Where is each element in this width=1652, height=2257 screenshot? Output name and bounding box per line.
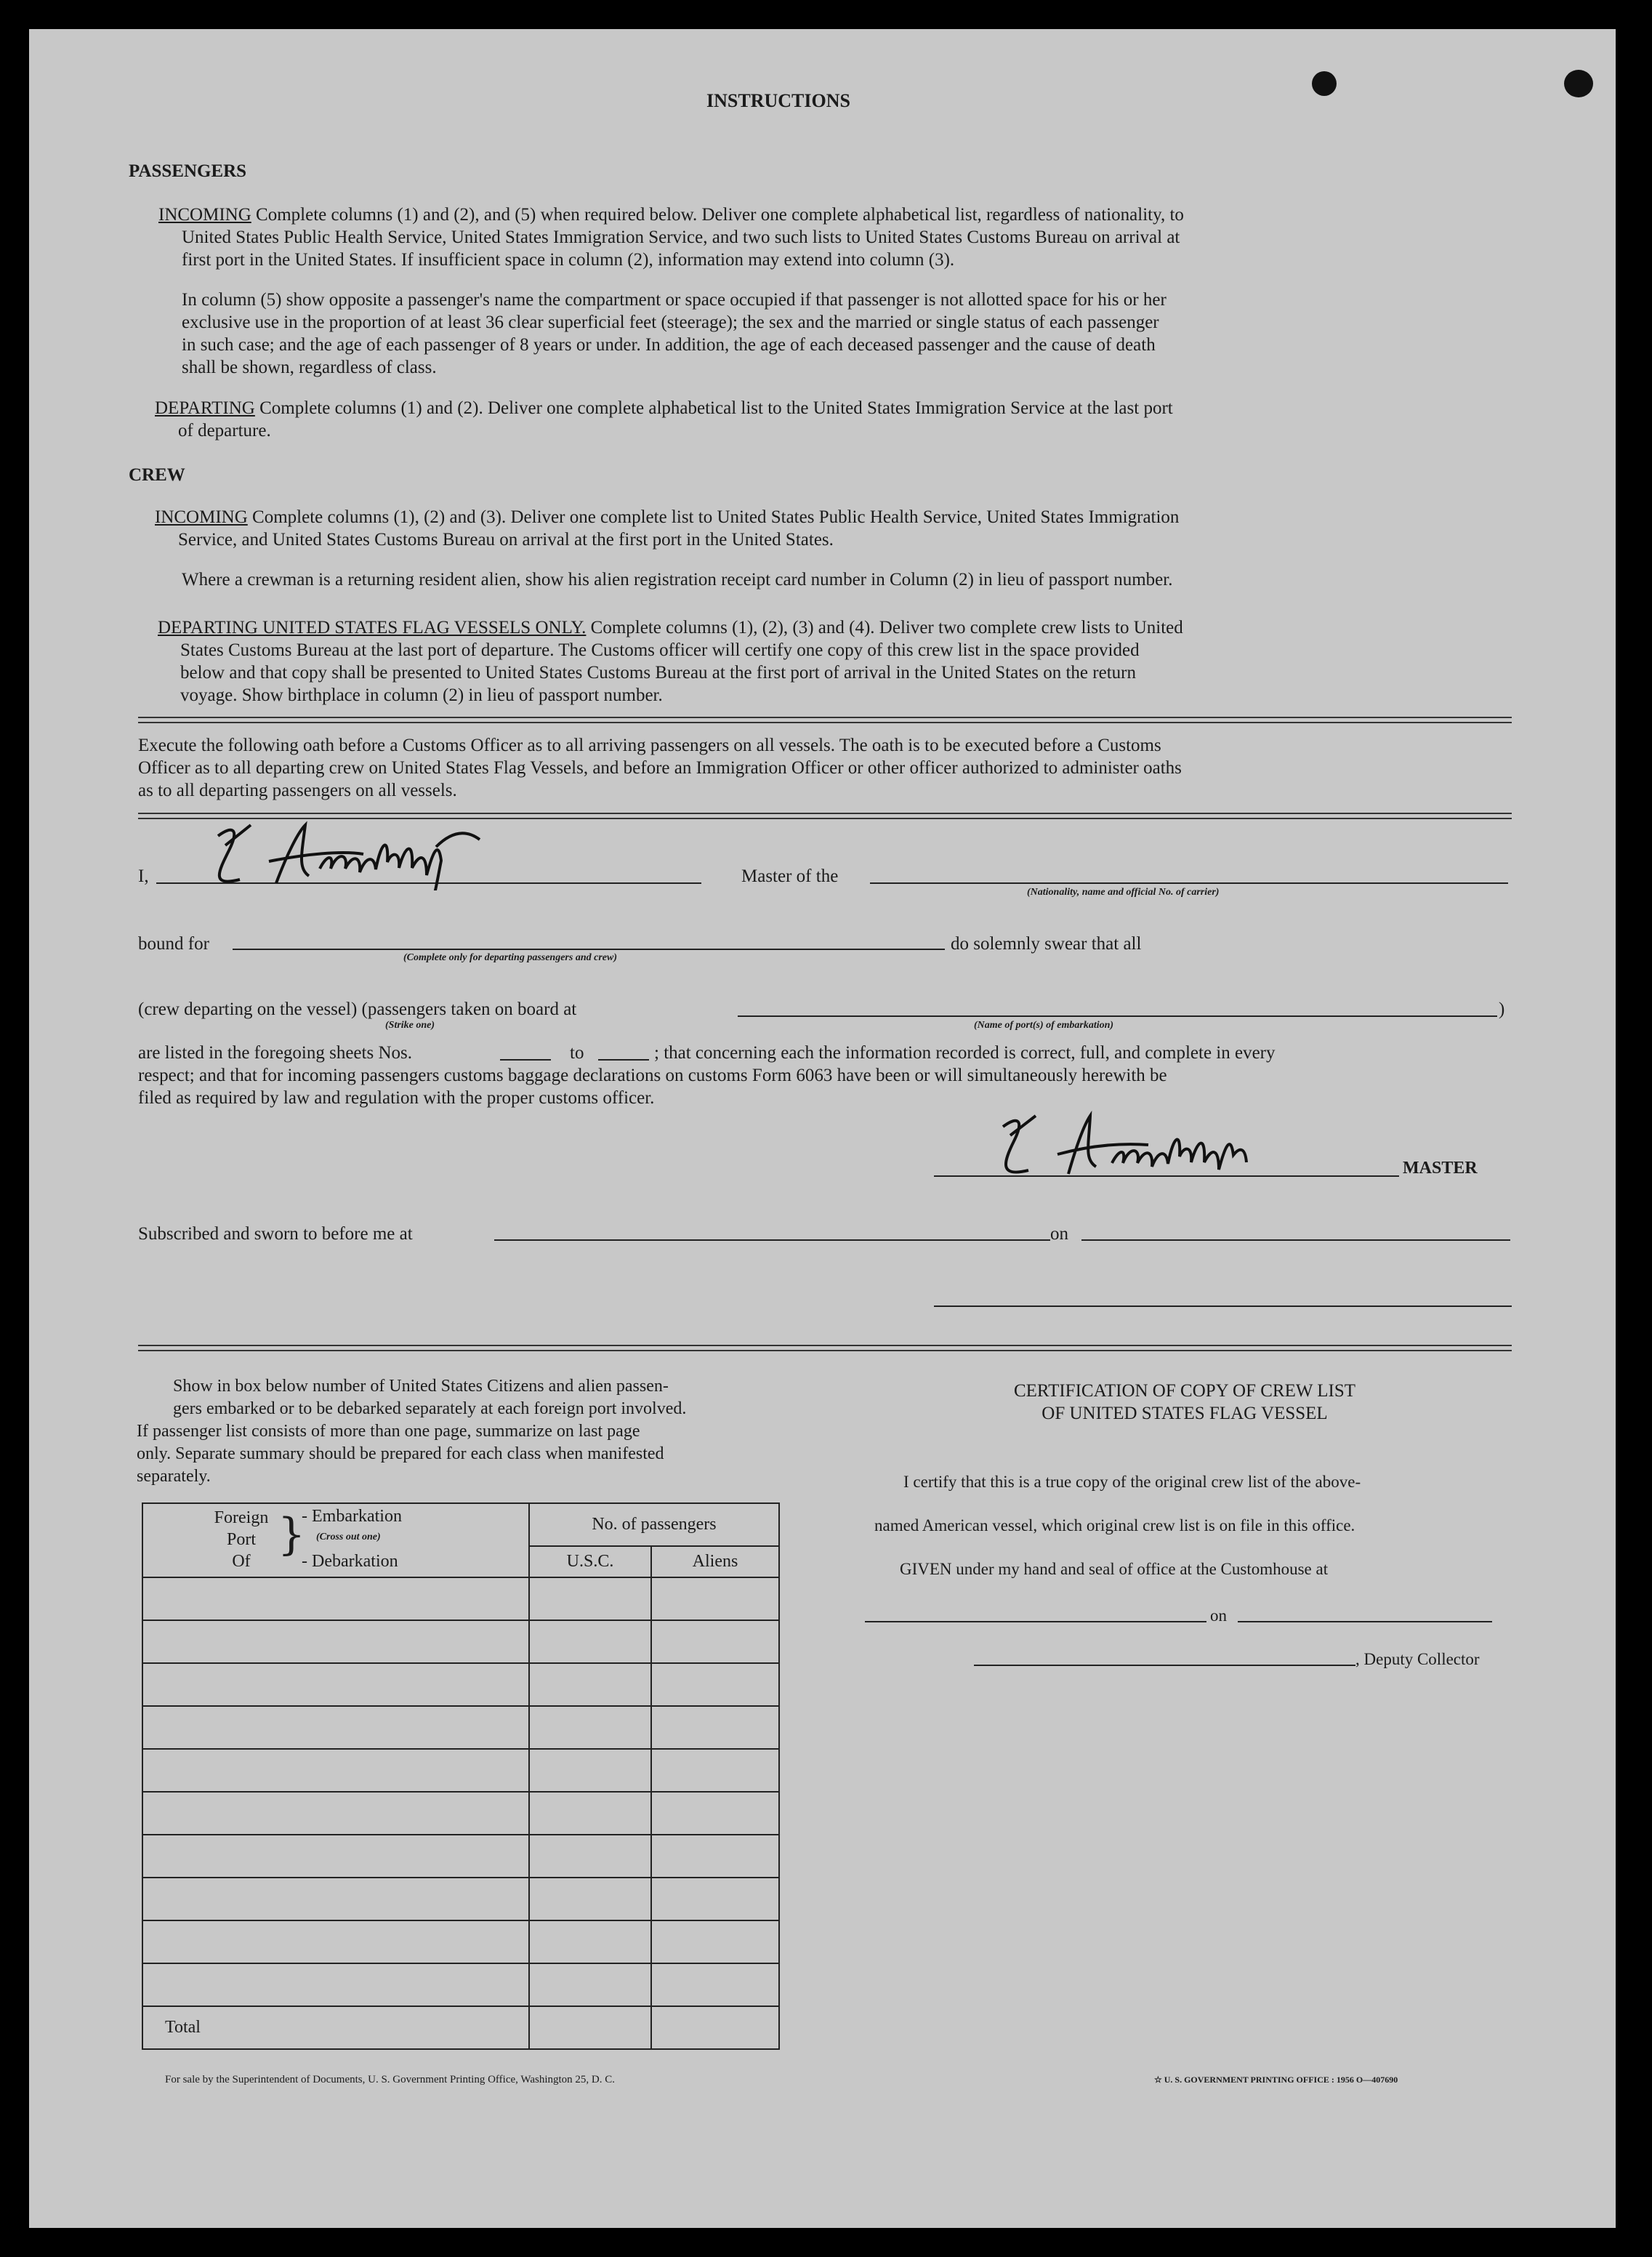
customhouse-line[interactable] xyxy=(865,1621,1206,1622)
double-rule xyxy=(138,717,1512,723)
master-signature-bottom xyxy=(974,1098,1381,1185)
crew-departing-line-2: States Customs Bureau at the last port of departure. The Customs officer will certify one copy of this crew list in the space provided xyxy=(180,640,1140,660)
column5-line-4: shall be shown, regardless of class. xyxy=(182,358,437,377)
summary-line-4: only. Separate summary should be prepared for each class when manifested xyxy=(137,1444,664,1463)
table-row[interactable] xyxy=(142,1749,779,1792)
aliens-header: Aliens xyxy=(651,1546,779,1577)
oath-intro-line-1: Execute the following oath before a Customs Officer as to all arriving passengers on all vessels. The oath is to be executed before a Customs xyxy=(138,736,1161,755)
column5-line-2: exclusive use in the proportion of at least 36 clear superficial feet (steerage); the sex and the married or single status of each passenger xyxy=(182,313,1159,332)
subscribed-label: Subscribed and sworn to before me at xyxy=(138,1224,413,1244)
footer-right: ☆ U. S. GOVERNMENT PRINTING OFFICE : 1956 O—407690 xyxy=(1154,2075,1398,2085)
certification-title-2: OF UNITED STATES FLAG VESSEL xyxy=(1041,1404,1328,1423)
summary-line-2: gers embarked or to be debarked separately at each foreign port involved. xyxy=(173,1399,687,1418)
double-rule xyxy=(138,1345,1512,1351)
bound-for-label: bound for xyxy=(138,934,209,954)
crew-heading: CREW xyxy=(129,465,185,485)
crew-departing-line-3: below and that copy shall be presented to United States Customs Bureau at the first port of arrival in the United States on the return xyxy=(180,663,1136,683)
bound-for-caption: (Complete only for departing passengers and crew) xyxy=(403,952,617,963)
master-label: MASTER xyxy=(1403,1159,1478,1178)
total-row[interactable] xyxy=(142,2006,779,2049)
carrier-caption: (Nationality, name and official No. of carrier) xyxy=(1027,887,1220,898)
swear-label: do solemnly swear that all xyxy=(951,934,1142,954)
column5-line-1: In column (5) show opposite a passenger's name the compartment or space occupied if that passenger is not allotted space for his or her xyxy=(182,290,1167,310)
sheets-rest: ; that concerning each the information recorded is correct, full, and complete in every xyxy=(654,1043,1276,1063)
passengers-incoming-line-2: United States Public Health Service, United States Immigration Service, and two such lists to United States Customs Bureau on arrival at xyxy=(182,228,1180,247)
summary-line-1: Show in box below number of United States Citizens and alien passen- xyxy=(173,1377,669,1396)
certification-on-label: on xyxy=(1210,1606,1227,1625)
oath-intro-line-3: as to all departing passengers on all vessels. xyxy=(138,781,457,800)
deputy-signature-line[interactable] xyxy=(974,1665,1355,1666)
crew-incoming-line-2: Service, and United States Customs Bureau on arrival at the first port in the United States. xyxy=(178,530,834,550)
foreign-port-header: Foreign Port Of } - Embarkation (Cross out one) - Debarkation xyxy=(142,1503,529,1577)
certify-line: I certify that this is a true copy of the original crew list of the above- xyxy=(903,1473,1361,1491)
passengers-departing-line-1: DEPARTING Complete columns (1) and (2). Deliver one complete alphabetical list to the United States Immigration Service at the last port xyxy=(155,398,1173,418)
table-row[interactable] xyxy=(142,1577,779,1620)
crew-departing-label: (crew departing on the vessel) (passengers taken on board at xyxy=(138,999,577,1019)
filed-line: filed as required by law and regulation with the proper customs officer. xyxy=(138,1088,655,1108)
table-row[interactable] xyxy=(142,1835,779,1878)
form-page xyxy=(29,29,1616,2228)
given-line: GIVEN under my hand and seal of office at the Customhouse at xyxy=(900,1560,1329,1578)
summary-line-3: If passenger list consists of more than one page, summarize on last page xyxy=(137,1422,640,1441)
certification-title-1: CERTIFICATION OF COPY OF CREW LIST xyxy=(1013,1381,1356,1401)
passengers-incoming-line-3: first port in the United States. If insufficient space in column (2), information may extend into column (3). xyxy=(182,250,955,270)
bound-for-line[interactable] xyxy=(233,949,945,950)
crew-departing-line-4: voyage. Show birthplace in column (2) in lieu of passport number. xyxy=(180,685,663,705)
ports-caption: (Name of port(s) of embarkation) xyxy=(974,1020,1114,1031)
column5-line-3: in such case; and the age of each passenger of 8 years or under. In addition, the age of each deceased passenger and the cause of death xyxy=(182,335,1156,355)
master-of-label: Master of the xyxy=(741,866,839,886)
passengers-heading: PASSENGERS xyxy=(129,161,247,181)
table-row[interactable] xyxy=(142,1663,779,1706)
i-label: I, xyxy=(138,866,149,886)
table-row[interactable] xyxy=(142,1620,779,1663)
crew-resident-line: Where a crewman is a returning resident alien, show his alien registration receipt card number in Column (2) in lieu of passport number. xyxy=(182,570,1173,590)
table-row[interactable] xyxy=(142,1706,779,1749)
certification-date-line[interactable] xyxy=(1238,1621,1492,1622)
close-paren: ) xyxy=(1499,999,1505,1019)
passenger-summary-table xyxy=(142,1502,780,2050)
master-signature-line[interactable] xyxy=(934,1175,1399,1177)
table-row[interactable] xyxy=(142,1792,779,1835)
sheet-from-line[interactable] xyxy=(500,1059,551,1061)
respect-line: respect; and that for incoming passengers customs baggage declarations on customs Form 6063 have been or will simultaneously herewith be xyxy=(138,1066,1167,1085)
total-label: Total xyxy=(142,2006,529,2049)
strike-caption: (Strike one) xyxy=(385,1020,435,1031)
punch-hole xyxy=(1312,71,1337,96)
footer-left: For sale by the Superintendent of Documents, U. S. Government Printing Office, Washington 25, D. C. xyxy=(165,2074,615,2085)
table-row[interactable] xyxy=(142,1920,779,1963)
sworn-date-line[interactable] xyxy=(1081,1239,1510,1241)
crew-incoming-line-1: INCOMING Complete columns (1), (2) and (3). Deliver one complete list to United States Public Health Service, United States Immigration xyxy=(155,507,1180,527)
summary-line-5: separately. xyxy=(137,1467,211,1486)
table-row[interactable] xyxy=(142,1878,779,1920)
page-title: INSTRUCTIONS xyxy=(706,90,850,111)
no-passengers-header: No. of passengers xyxy=(529,1503,779,1546)
table-row[interactable] xyxy=(142,1963,779,2006)
punch-hole xyxy=(1564,70,1593,97)
sheet-to-line[interactable] xyxy=(598,1059,649,1061)
deputy-collector-label: , Deputy Collector xyxy=(1355,1650,1480,1668)
crew-departing-line-1: DEPARTING UNITED STATES FLAG VESSELS ONLY. Complete columns (1), (2), (3) and (4). Deliver two complete crew lists to United xyxy=(158,618,1183,637)
master-signature-top xyxy=(196,810,603,890)
usc-header: U.S.C. xyxy=(529,1546,651,1577)
sheets-label: are listed in the foregoing sheets Nos. xyxy=(138,1043,412,1063)
sworn-place-line[interactable] xyxy=(494,1239,1050,1241)
sheets-to-label: to xyxy=(570,1043,584,1063)
passengers-departing-line-2: of departure. xyxy=(178,421,271,440)
officer-signature-line[interactable] xyxy=(934,1305,1512,1307)
ports-line[interactable] xyxy=(738,1015,1497,1017)
oath-intro-line-2: Officer as to all departing crew on United States Flag Vessels, and before an Immigration Officer or other officer authorized to administer oaths xyxy=(138,758,1182,778)
named-line: named American vessel, which original crew list is on file in this office. xyxy=(874,1516,1355,1534)
sworn-on-label: on xyxy=(1050,1224,1068,1244)
passengers-incoming-line-1: INCOMING Complete columns (1) and (2), and (5) when required below. Deliver one complete alphabetical list, regardless of nationality, to xyxy=(158,205,1184,225)
carrier-line[interactable] xyxy=(870,882,1508,884)
